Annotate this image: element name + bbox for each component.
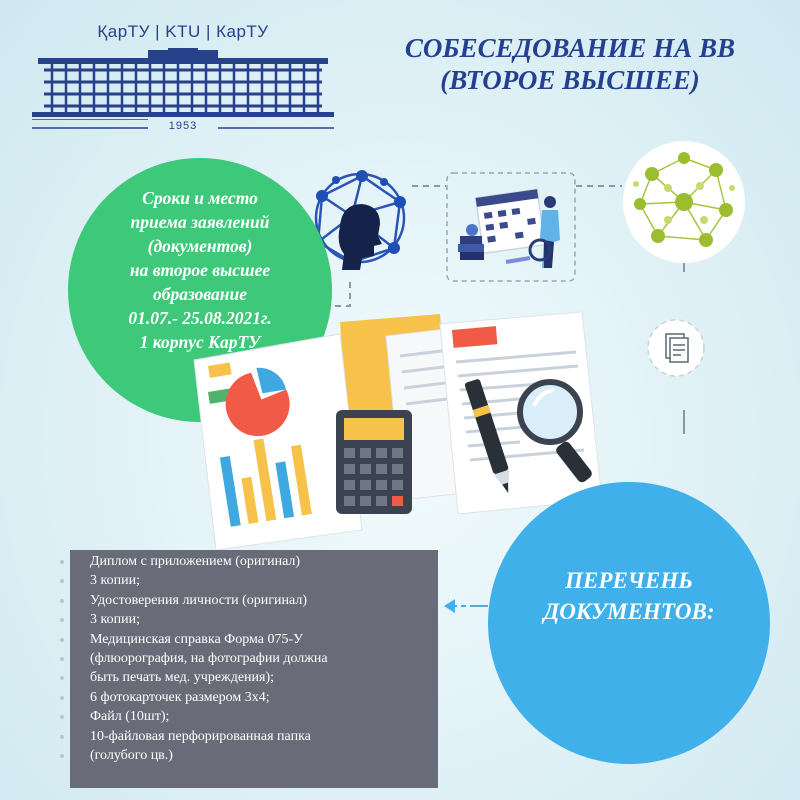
list-item <box>82 552 436 571</box>
list-item <box>82 649 436 668</box>
deadline-line: приема заявлений <box>130 212 270 232</box>
deadline-line: Сроки и место <box>142 188 258 208</box>
deadline-line: образование <box>153 284 247 304</box>
list-item-text: Удостоверения личности (оригинал) <box>90 592 307 608</box>
deadline-line: (документов) <box>147 236 253 256</box>
calendar-person-icon <box>446 172 576 282</box>
magnifier-icon <box>514 376 610 494</box>
list-item <box>82 688 436 707</box>
list-item-text: 10-файловая перфорированная папка <box>90 728 311 744</box>
pen-icon <box>460 372 520 502</box>
logo-year: 1953 <box>168 120 198 132</box>
network-nodes-icon <box>622 140 746 264</box>
list-item <box>82 668 436 687</box>
calculator-icon <box>334 408 414 516</box>
university-building-icon <box>28 48 338 120</box>
documents-title-line: ПЕРЕЧЕНЬ <box>565 568 693 593</box>
list-item <box>82 610 436 629</box>
list-item-text: Диплом с приложением (оригинал) <box>90 554 301 569</box>
list-item <box>82 571 436 590</box>
list-item-text: 6 фотокарточек размером 3х4; <box>90 689 270 705</box>
list-item-text: быть печать мед. учреждения); <box>90 670 275 686</box>
arrow-left-icon <box>442 596 488 616</box>
document-icon <box>646 318 706 378</box>
list-item-text: Файл (10шт); <box>90 709 170 725</box>
list-item <box>82 630 436 649</box>
list-item-text: Медицинская справка Форма 075-У <box>90 631 304 647</box>
logo-name: ҚарТУ | KTU | КарТУ <box>97 22 269 41</box>
documents-title-line: ДОКУМЕНТОВ: <box>543 599 715 624</box>
list-item-text: (голубого цв.) <box>90 748 173 764</box>
list-item-text: 3 копии; <box>90 612 140 628</box>
documents-list <box>82 552 436 765</box>
deadline-line: на второе высшее <box>129 260 271 280</box>
deadline-line: 1 корпус КарТУ <box>139 332 261 352</box>
documents-title <box>508 565 750 627</box>
list-item <box>82 746 436 765</box>
list-item-text: (флюорография, на фотографии должна <box>90 651 328 667</box>
title-line-2: (ВТОРОЕ ВЫСШЕЕ) <box>440 65 700 95</box>
list-item-text: 3 копии; <box>90 573 140 589</box>
page-title <box>360 32 780 96</box>
university-logo <box>28 18 338 138</box>
deadline-line: 01.07.- 25.08.2021г. <box>128 308 272 328</box>
title-line-1: СОБЕСЕДОВАНИЕ НА ВВ <box>404 33 736 63</box>
list-item <box>82 727 436 746</box>
list-item <box>82 707 436 726</box>
list-item <box>82 591 436 610</box>
